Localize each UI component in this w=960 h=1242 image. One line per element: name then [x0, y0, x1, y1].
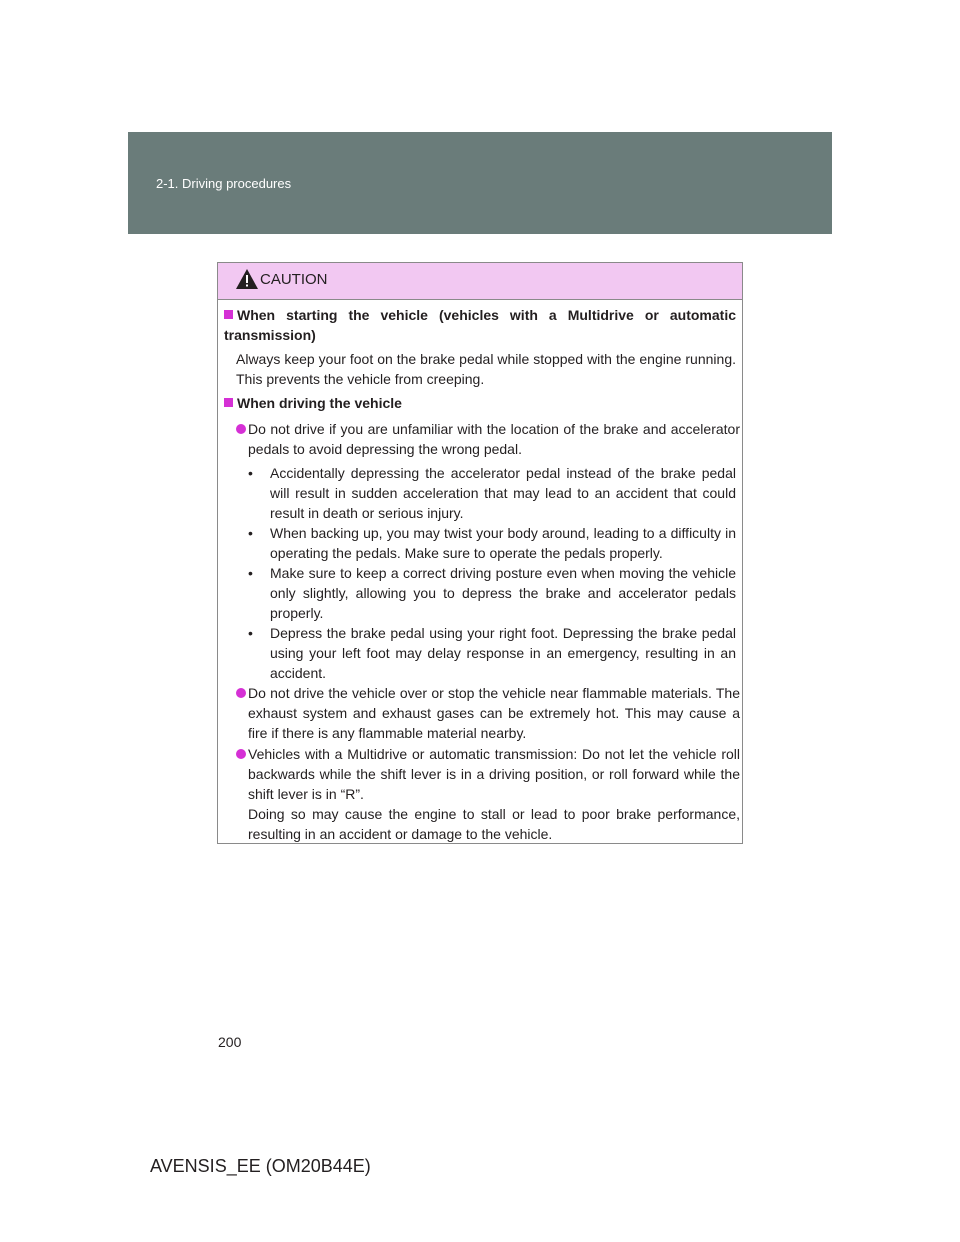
square-bullet-icon	[224, 310, 233, 319]
section-text: Always keep your foot on the brake pedal while stopped with the engine running. This prevents the vehicle from creeping.	[236, 351, 736, 387]
bullet-text: Do not drive the vehicle over or stop the vehicle near flammable materials. The exhaust system and exhaust gases can be extremely hot. This may cause a fire if there is any flammable material nearby.	[248, 685, 740, 741]
round-bullet-icon	[236, 424, 246, 434]
section-heading: When driving the vehicle	[224, 393, 736, 413]
bullet-text: Vehicles with a Multidrive or automatic transmission: Do not let the vehicle roll backwards while the shift lever is in a driving position, or roll forward while the shift lever is in “R”.	[248, 746, 740, 802]
list-item: • Depress the brake pedal using your right foot. Depressing the brake pedal using your left foot may delay response in an emergency, resulting in an accident.	[248, 625, 736, 681]
list-item: • Accidentally depressing the accelerator pedal instead of the brake pedal will result in sudden acceleration that may lead to an accident that could result in death or serious injury.	[248, 465, 736, 521]
bullet-text: Do not drive if you are unfamiliar with the location of the brake and accelerator pedals to avoid depressing the wrong pedal.	[248, 421, 740, 457]
warning-triangle-icon	[235, 268, 259, 290]
caution-title: CAUTION	[260, 271, 328, 288]
square-bullet-icon	[224, 398, 233, 407]
page-number: 200	[218, 1034, 242, 1050]
list-item: • Make sure to keep a correct driving posture even when moving the vehicle only slightly, allowing you to depress the brake and accelerator pedals properly.	[248, 565, 736, 621]
footer-model: AVENSIS_EE (OM20B44E)	[150, 1156, 371, 1176]
round-bullet-icon	[236, 749, 246, 759]
round-bullet-icon	[236, 688, 246, 698]
bullet-text-continued: Doing so may cause the engine to stall or lead to poor brake performance, resulting in an accident or damage to the vehicle.	[248, 806, 740, 842]
section-label: 2-1. Driving procedures	[156, 176, 292, 191]
caution-box	[217, 262, 743, 844]
section-heading: When starting the vehicle (vehicles with a Multidrive or automatic transmission)	[224, 307, 736, 343]
caution-header	[218, 263, 742, 300]
list-item: • When backing up, you may twist your body around, leading to a difficulty in operating the pedals. Make sure to operate the pedals properly.	[248, 525, 736, 561]
